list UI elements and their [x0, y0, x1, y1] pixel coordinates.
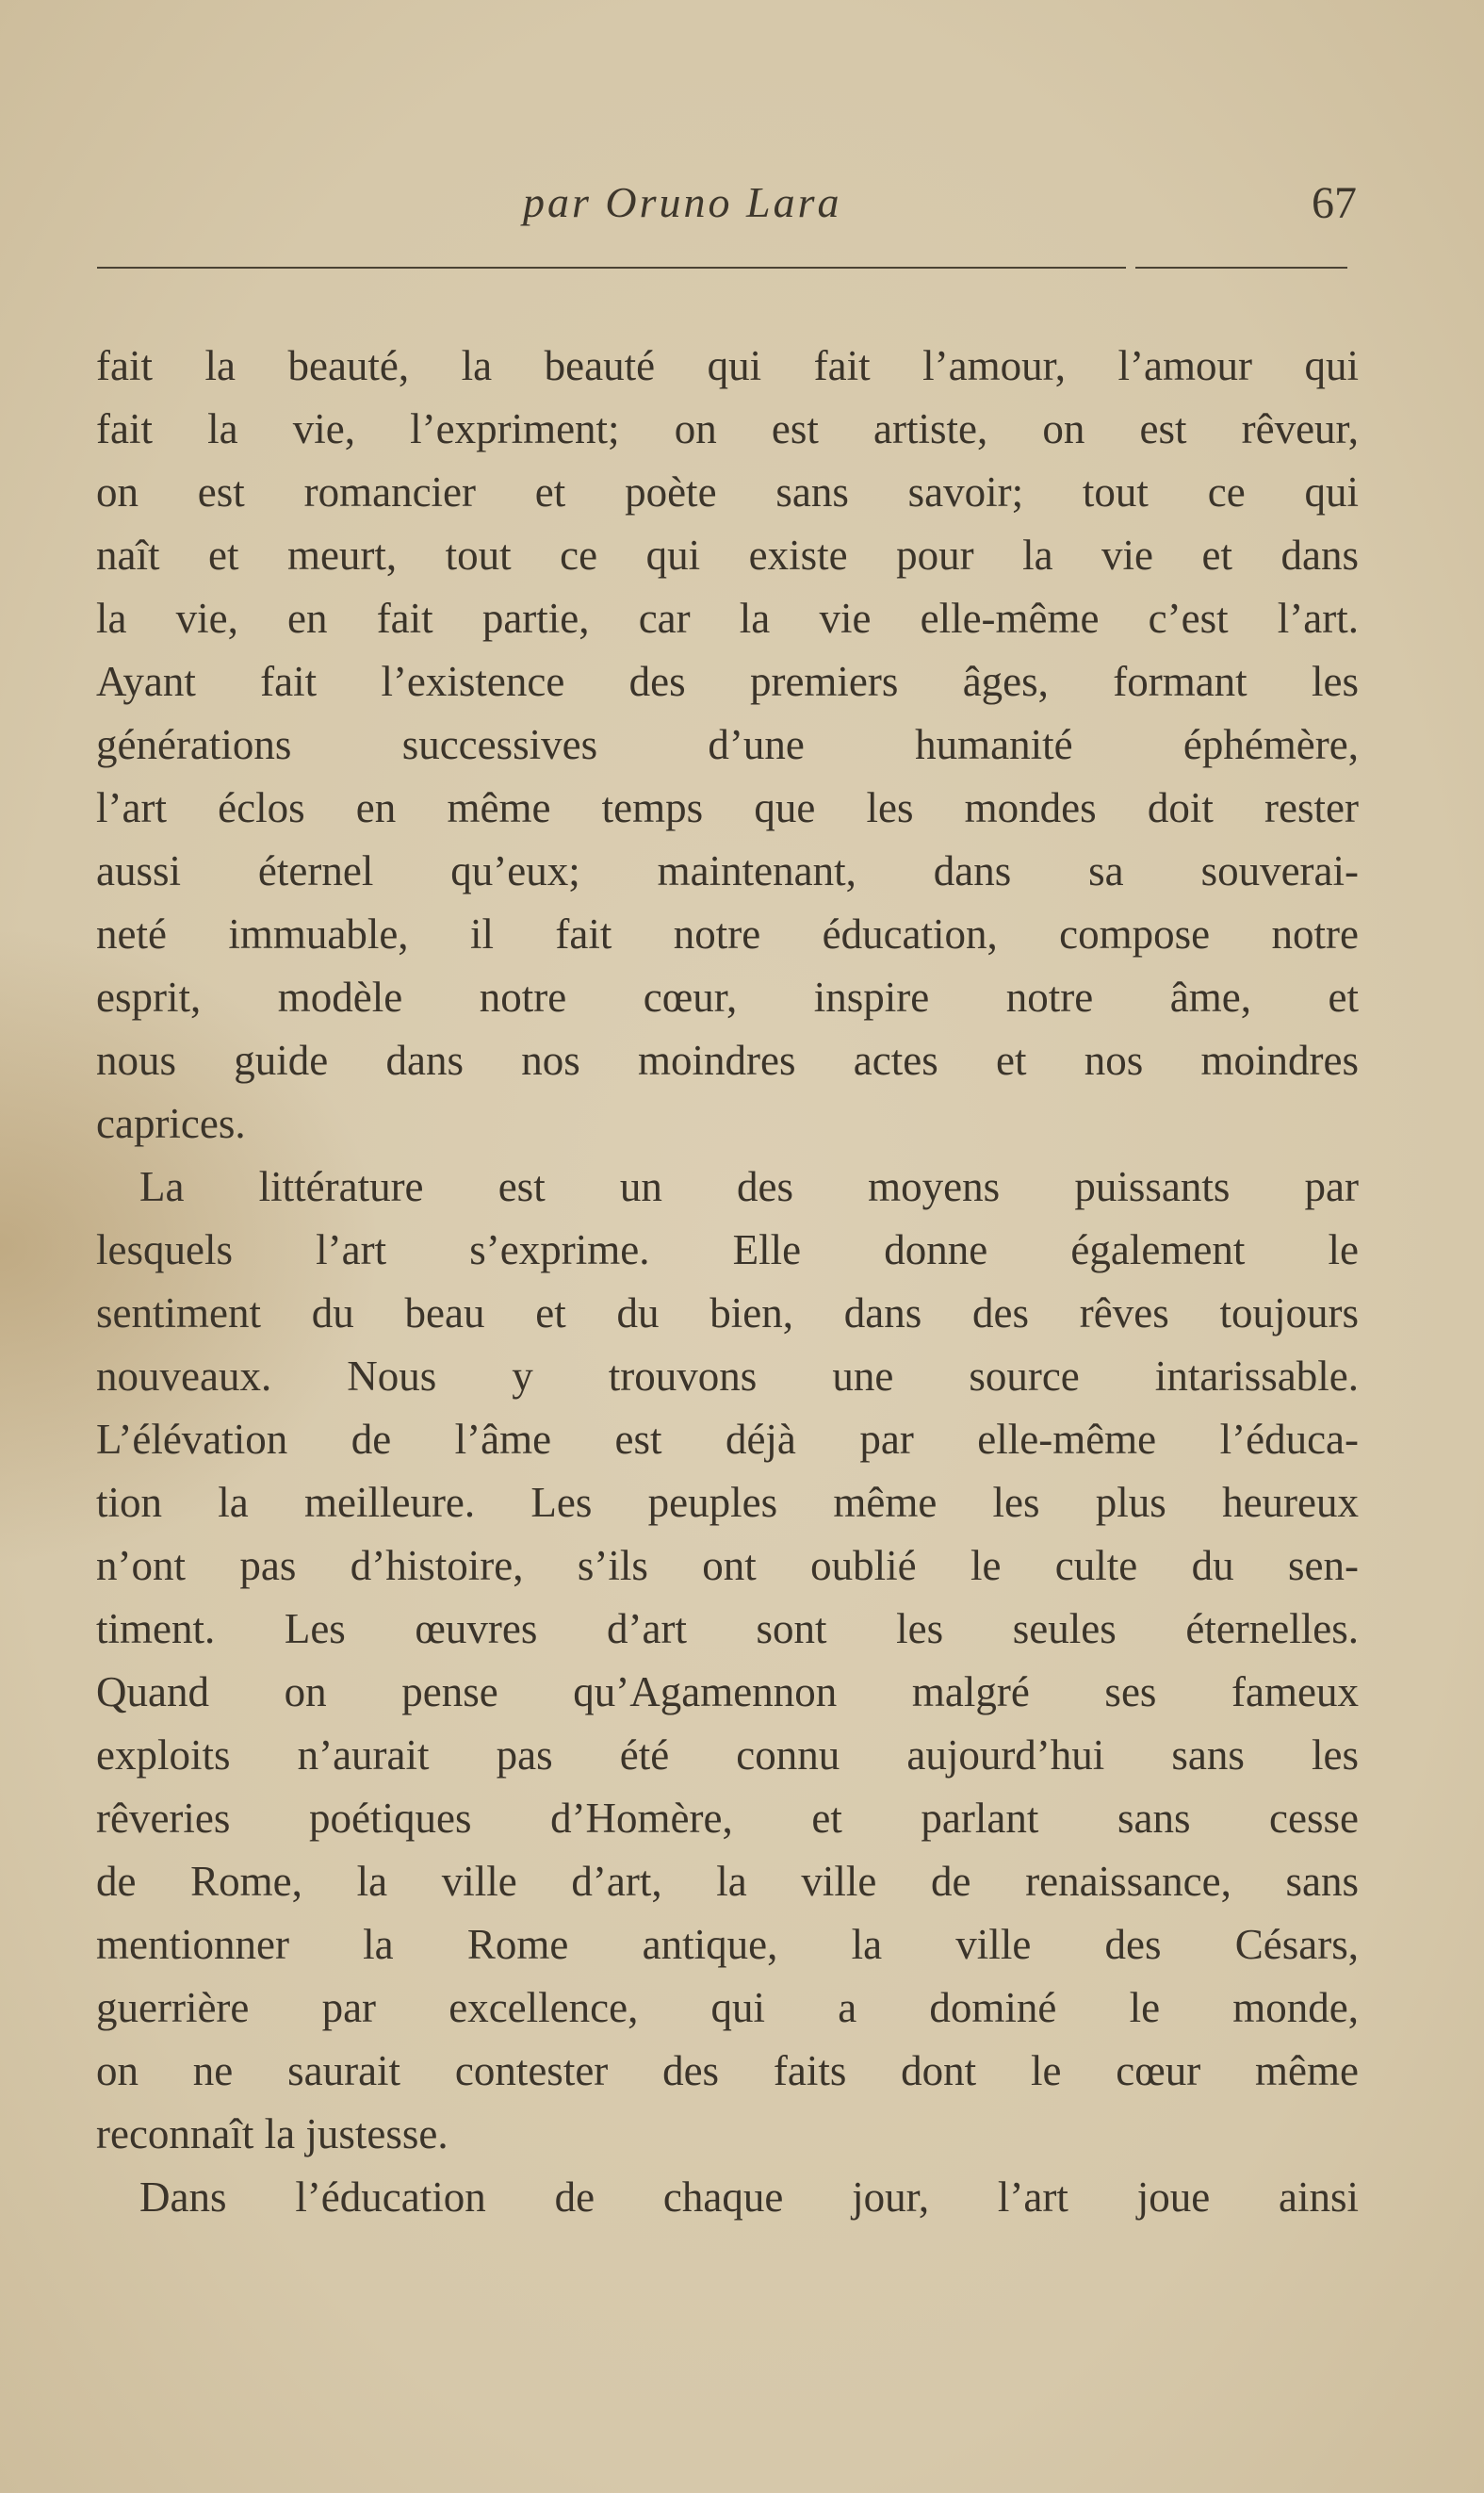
text-line: guerrière par excellence, qui a dominé le monde,: [96, 1984, 1359, 2031]
page-number: 67: [1312, 178, 1357, 228]
text-line: l’art éclos en même temps que les mondes doit rester: [96, 784, 1359, 831]
text-line: rêveries poétiques d’Homère, et parlant sans cesse: [96, 1795, 1359, 1842]
running-head: [0, 170, 1484, 236]
body-text: [96, 335, 1359, 2229]
header-rule-right: [1135, 267, 1347, 269]
text-line: tion la meilleure. Les peuples même les plus heureux: [96, 1479, 1359, 1526]
text-line: de Rome, la ville d’art, la ville de renaissance, sans: [96, 1858, 1359, 1905]
text-line: générations successives d’une humanité éphémère,: [96, 721, 1359, 768]
text-line: Dans l’éducation de chaque jour, l’art joue ainsi: [139, 2173, 1359, 2221]
text-line: L’élévation de l’âme est déjà par elle-même l’éduca-: [96, 1416, 1359, 1463]
text-line: Quand on pense qu’Agamennon malgré ses fameux: [96, 1668, 1359, 1715]
text-line: neté immuable, il fait notre éducation, compose notre: [96, 910, 1359, 958]
text-line: naît et meurt, tout ce qui existe pour la vie et dans: [96, 532, 1359, 579]
text-line: esprit, modèle notre cœur, inspire notre âme, et: [96, 974, 1359, 1021]
text-line: aussi éternel qu’eux; maintenant, dans sa souverai-: [96, 847, 1359, 894]
text-line: fait la vie, l’expriment; on est artiste, on est rêveur,: [96, 405, 1359, 452]
text-line: mentionner la Rome antique, la ville des Césars,: [96, 1921, 1359, 1968]
running-title: par Oruno Lara: [523, 178, 842, 226]
text-line: lesquels l’art s’exprime. Elle donne également le: [96, 1226, 1359, 1273]
text-line: nouveaux. Nous y trouvons une source intarissable.: [96, 1353, 1359, 1400]
text-line: on ne saurait contester des faits dont le cœur même: [96, 2047, 1359, 2094]
text-line: La littérature est un des moyens puissants par: [139, 1163, 1359, 1210]
text-line: n’ont pas d’histoire, s’ils ont oublié le culte du sen-: [96, 1542, 1359, 1589]
text-line: on est romancier et poète sans savoir; tout ce qui: [96, 468, 1359, 516]
header-rule-left: [97, 267, 1126, 269]
text-line: reconnaît la justesse.: [96, 2110, 448, 2157]
text-line: timent. Les œuvres d’art sont les seules éternelles.: [96, 1605, 1359, 1652]
text-line: exploits n’aurait pas été connu aujourd’hui sans les: [96, 1731, 1359, 1779]
text-line: sentiment du beau et du bien, dans des rêves toujours: [96, 1289, 1359, 1337]
text-line: fait la beauté, la beauté qui fait l’amour, l’amour qui: [96, 342, 1359, 389]
text-line: la vie, en fait partie, car la vie elle-même c’est l’art.: [96, 595, 1359, 642]
text-line: Ayant fait l’existence des premiers âges, formant les: [96, 658, 1359, 705]
text-line: nous guide dans nos moindres actes et nos moindres: [96, 1037, 1359, 1084]
text-line: caprices.: [96, 1100, 246, 1147]
